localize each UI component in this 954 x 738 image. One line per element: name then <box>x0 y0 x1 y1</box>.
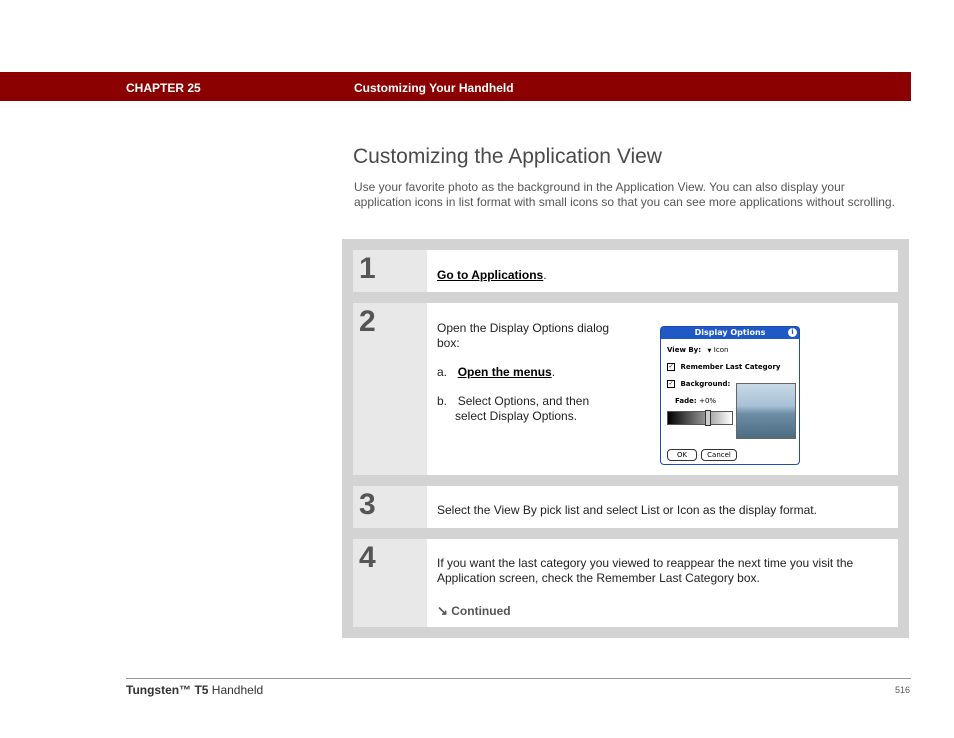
step-text: Open the Display Options dialog <box>437 321 610 335</box>
step-text: Select the View By pick list and select List or Icon as the display format. <box>437 503 817 517</box>
dropdown-arrow-icon[interactable]: ▼ <box>707 348 712 354</box>
dialog-title: Display Options <box>694 328 766 337</box>
info-icon[interactable]: i <box>788 328 797 337</box>
step-number: 3 <box>359 488 376 521</box>
display-options-dialog <box>660 326 800 465</box>
step-text: If you want the last category you viewed to reappear the next time you visit the <box>437 556 854 570</box>
background-label: Background: <box>680 380 731 388</box>
ok-button[interactable]: OK <box>667 449 697 461</box>
fade-value: +0% <box>699 397 717 405</box>
fade-slider-handle[interactable] <box>705 410 711 426</box>
step-4 <box>353 539 898 627</box>
chapter-header-bar <box>0 72 911 101</box>
page-number: 516 <box>895 685 911 695</box>
chapter-number: CHAPTER 25 <box>126 81 201 95</box>
background-photo-thumbnail[interactable] <box>736 383 796 439</box>
footer-product: Tungsten™ T5 Handheld <box>126 683 264 697</box>
continued-indicator <box>437 603 853 619</box>
step-3 <box>353 486 898 528</box>
chapter-title: Customizing Your Handheld <box>354 81 514 95</box>
arrow-down-right-icon: ↘ <box>437 603 448 618</box>
sub-step-a: a. Open the menus. <box>437 365 556 379</box>
intro-paragraph: Use your favorite photo as the background in the Application View. You can also display your application icons in list format with small icons so that you can see more applications without scrolling. <box>354 180 895 209</box>
step-1: 1 Go to Applications. <box>353 250 898 292</box>
footer-divider <box>126 678 911 679</box>
step-number: 1 <box>359 252 376 285</box>
step-number: 2 <box>359 305 376 338</box>
step-text: box: <box>437 336 460 350</box>
step-text: Application screen, check the Remember Last Category box. <box>437 571 760 585</box>
open-the-menus-link[interactable]: Open the menus <box>457 365 552 379</box>
step-number: 4 <box>359 541 376 574</box>
sub-step-b: b. Select Options, and then <box>437 394 590 408</box>
go-to-applications-link[interactable]: Go to Applications <box>437 268 544 282</box>
step-2: 2 Open the Display Options dialog box: a. Open the menus. b. Select Options, and then select Display Options. Display Options i View By: ▼ Icon ✓ Remember Last Category ✓ Background: Fade: +0% OK Cancel <box>353 303 898 475</box>
continued-label: Continued <box>451 604 511 618</box>
steps-panel <box>342 239 909 638</box>
page-title: Customizing the Application View <box>353 145 662 168</box>
view-by-value[interactable]: Icon <box>713 346 729 354</box>
background-checkbox[interactable]: ✓ <box>668 380 674 387</box>
remember-category-label: Remember Last Category <box>680 363 781 371</box>
cancel-button[interactable]: Cancel <box>701 449 737 461</box>
fade-label: Fade: <box>675 397 697 405</box>
fade-slider[interactable] <box>667 411 733 425</box>
view-by-label: View By: <box>667 346 702 354</box>
remember-category-checkbox[interactable]: ✓ <box>668 363 674 370</box>
